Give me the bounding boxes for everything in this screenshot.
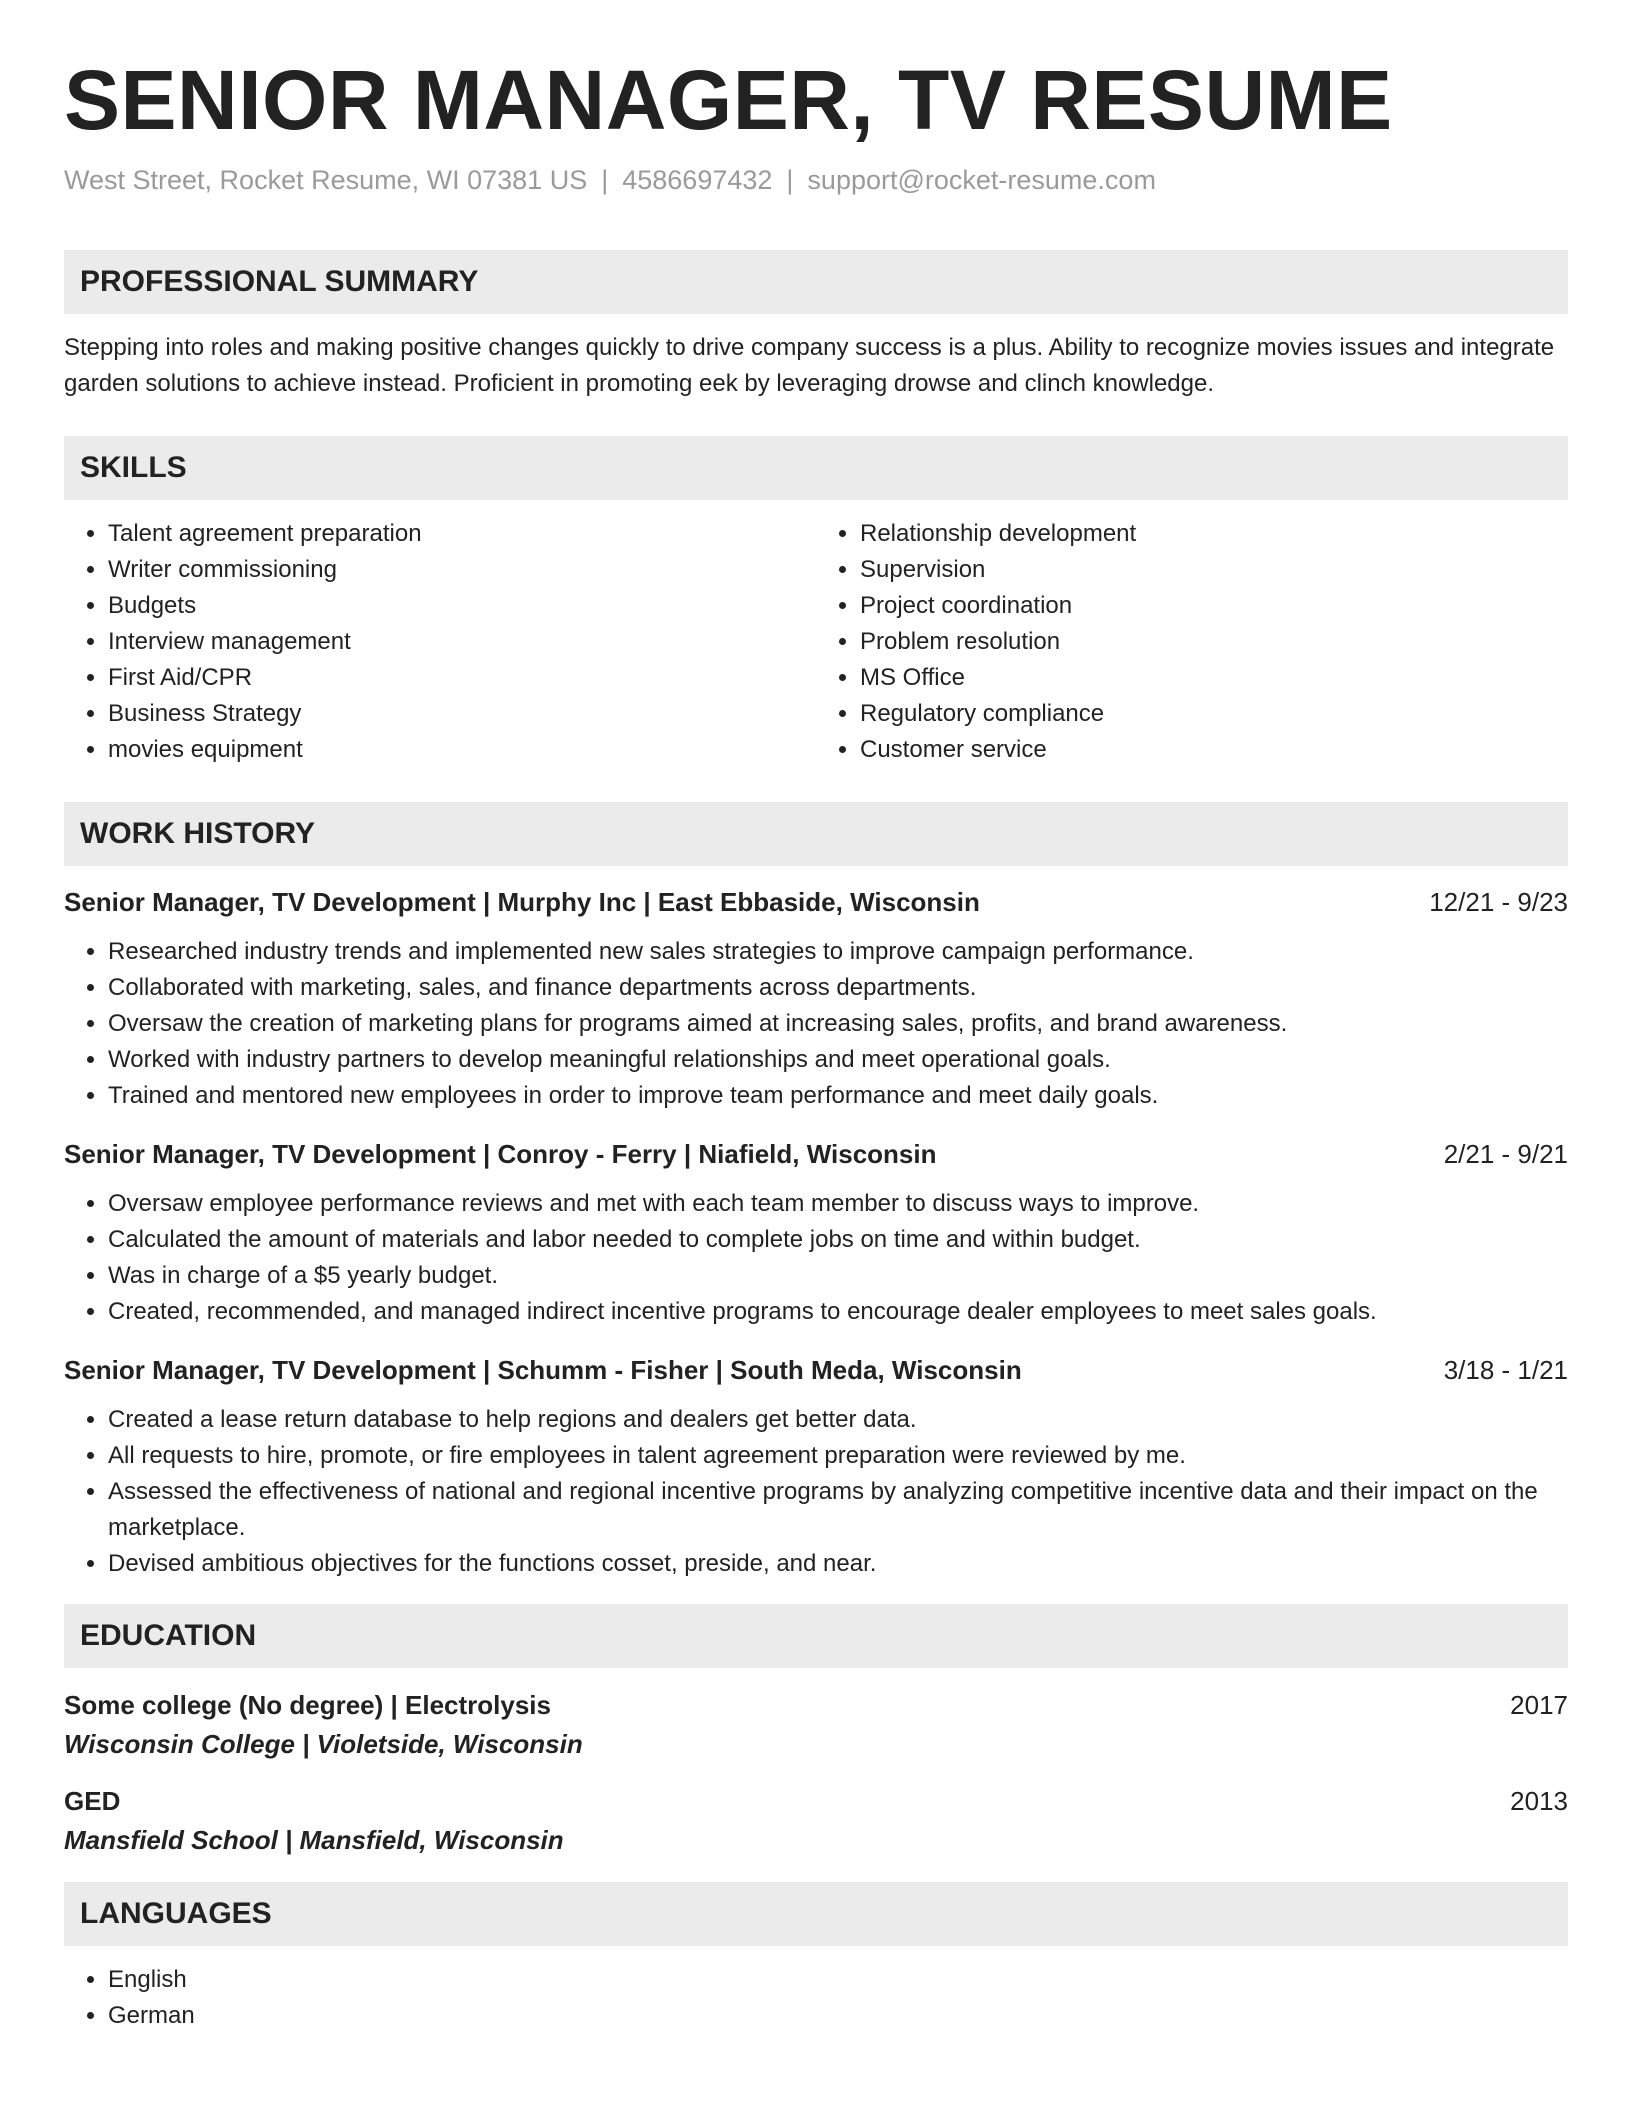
resume-name: SENIOR MANAGER, TV RESUME: [64, 53, 1393, 147]
phone: 4586697432: [622, 165, 773, 196]
job-entry: [64, 884, 1568, 1114]
skill-item: • Customer service: [860, 732, 1568, 768]
contact-separator: |: [786, 165, 794, 196]
skill-item: • First Aid/CPR: [108, 660, 816, 696]
languages-list: [64, 1962, 1568, 2034]
job-title: Senior Manager, TV Development | Conroy - Ferry | Niafield, Wisconsin: [64, 1138, 937, 1169]
skill-item: • Project coordination: [860, 588, 1568, 624]
job-bullet: • All requests to hire, promote, or fire employees in talent agreement preparation were reviewed by me.: [108, 1438, 1568, 1474]
skill-item: • Business Strategy: [108, 696, 816, 732]
education-year: 2017: [1510, 1689, 1568, 1720]
education-header: [64, 1782, 1568, 1820]
education-school: Mansfield School | Mansfield, Wisconsin: [64, 1824, 564, 1855]
job-header: [64, 1136, 1568, 1172]
education-header: [64, 1686, 1568, 1724]
job-bullet: • Worked with industry partners to develop meaningful relationships and meet operational goals.: [108, 1042, 1568, 1078]
work-history-section: [64, 802, 1568, 1582]
email: support@rocket-resume.com: [807, 165, 1156, 196]
job-bullet: • Researched industry trends and implemented new sales strategies to improve campaign performance.: [108, 934, 1568, 970]
skill-item: • Budgets: [108, 588, 816, 624]
job-header: [64, 1352, 1568, 1388]
skill-item: • Writer commissioning: [108, 552, 816, 588]
skills-grid: [64, 500, 1568, 768]
education-entry: [64, 1686, 1568, 1764]
job-bullets: [64, 934, 1568, 1114]
job-bullet: • Calculated the amount of materials and labor needed to complete jobs on time and within budget.: [108, 1222, 1568, 1258]
job-dates: 3/18 - 1/21: [1443, 1354, 1568, 1385]
education-degree: GED: [64, 1785, 121, 1816]
section-heading: PROFESSIONAL SUMMARY: [64, 250, 1568, 314]
job-bullet: • Trained and mentored new employees in order to improve team performance and meet daily goals.: [108, 1078, 1568, 1114]
job-bullet: • Was in charge of a $5 yearly budget.: [108, 1258, 1568, 1294]
skill-item: • Supervision: [860, 552, 1568, 588]
education-entry: [64, 1782, 1568, 1860]
skill-item: • movies equipment: [108, 732, 816, 768]
skill-item: • Problem resolution: [860, 624, 1568, 660]
job-bullet: • Devised ambitious objectives for the functions cosset, preside, and near.: [108, 1546, 1568, 1582]
job-header: [64, 884, 1568, 920]
job-bullet: • Oversaw employee performance reviews and met with each team member to discuss ways to improve.: [108, 1186, 1568, 1222]
section-heading: LANGUAGES: [64, 1882, 1568, 1946]
section-heading: WORK HISTORY: [64, 802, 1568, 866]
section-heading: SKILLS: [64, 436, 1568, 500]
language-item: • German: [108, 1998, 1568, 2034]
job-title: Senior Manager, TV Development | Murphy Inc | East Ebbaside, Wisconsin: [64, 886, 980, 917]
job-bullet: • Created, recommended, and managed indirect incentive programs to encourage dealer employees to meet sales goals.: [108, 1294, 1568, 1330]
contact-separator: |: [601, 165, 609, 196]
job-title: Senior Manager, TV Development | Schumm - Fisher | South Meda, Wisconsin: [64, 1354, 1022, 1385]
language-item: • English: [108, 1962, 1568, 1998]
education-section: [64, 1604, 1568, 1860]
education-degree: Some college (No degree) | Electrolysis: [64, 1689, 551, 1720]
languages-section: [64, 1882, 1568, 2034]
skill-item: • MS Office: [860, 660, 1568, 696]
education-year: 2013: [1510, 1785, 1568, 1816]
job-bullets: [64, 1186, 1568, 1330]
skill-item: • Regulatory compliance: [860, 696, 1568, 732]
skill-item: • Talent agreement preparation: [108, 516, 816, 552]
job-dates: 2/21 - 9/21: [1443, 1138, 1568, 1169]
job-entry: [64, 1136, 1568, 1330]
contact-line: [64, 162, 1568, 200]
job-bullet: • Created a lease return database to help regions and dealers get better data.: [108, 1402, 1568, 1438]
skill-item: • Relationship development: [860, 516, 1568, 552]
skill-item: • Interview management: [108, 624, 816, 660]
job-bullets: [64, 1402, 1568, 1582]
job-entry: [64, 1352, 1568, 1582]
job-bullet: • Assessed the effectiveness of national and regional incentive programs by analyzing competitive incentive data and their impact on the marketplace.: [108, 1474, 1568, 1546]
skills-list-right: [816, 516, 1568, 768]
address: West Street, Rocket Resume, WI 07381 US: [64, 165, 588, 196]
job-dates: 12/21 - 9/23: [1429, 886, 1568, 917]
skills-section: [64, 436, 1568, 768]
summary-section: [64, 250, 1568, 402]
summary-text: Stepping into roles and making positive changes quickly to drive company success is a plus. Ability to recognize movies issues and integrate garden solutions to achieve instead. Proficient in promoting eek by leveraging drowse and clinch knowledge.: [64, 333, 1555, 397]
section-heading: EDUCATION: [64, 1604, 1568, 1668]
skills-list-left: [64, 516, 816, 768]
job-bullet: • Collaborated with marketing, sales, and finance departments across departments.: [108, 970, 1568, 1006]
education-school: Wisconsin College | Violetside, Wisconsin: [64, 1728, 583, 1759]
job-bullet: • Oversaw the creation of marketing plans for programs aimed at increasing sales, profits, and brand awareness.: [108, 1006, 1568, 1042]
